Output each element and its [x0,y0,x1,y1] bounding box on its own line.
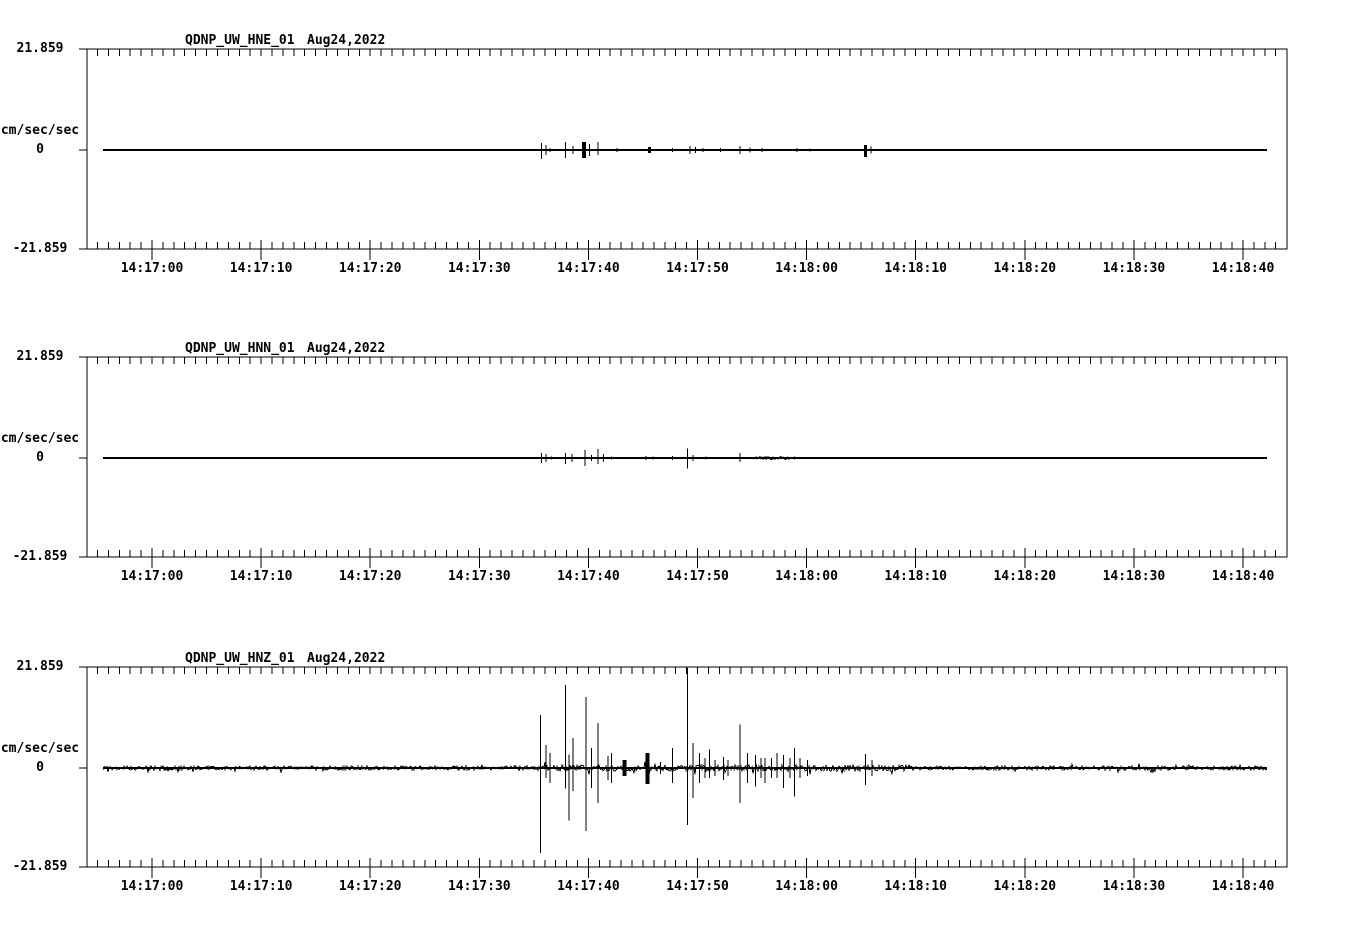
x-tick-label: 14:17:00 [120,879,184,894]
y-min-label: -21.859 [12,241,68,256]
x-tick-label: 14:18:40 [1211,569,1275,584]
x-tick-label: 14:17:40 [557,879,620,894]
x-tick-label: 14:17:00 [120,569,184,584]
date-label: Aug24,2022 [307,651,386,666]
station-channel-label: QDNP_UW_HNE_01 [185,33,295,48]
x-tick-label: 14:17:30 [447,879,511,894]
x-tick-label: 14:17:20 [338,261,402,276]
station-channel-label: QDNP_UW_HNN_01 [185,341,295,356]
x-tick-label: 14:18:00 [775,569,838,584]
y-max-label: 21.859 [16,349,64,364]
y-zero-label: 0 [36,142,44,157]
x-tick-label: 14:18:00 [775,879,838,894]
panel-hne [0,0,1358,308]
date-label: Aug24,2022 [307,33,386,48]
x-tick-label: 14:18:30 [1102,569,1166,584]
waveform-trace [103,668,1267,853]
x-tick-label: 14:17:30 [447,569,511,584]
x-axis-labels [0,261,1358,279]
y-unit-label: cm/sec/sec [0,741,80,756]
x-tick-label: 14:18:40 [1211,879,1275,894]
x-tick-label: 14:17:10 [229,879,293,894]
axis-ticks [79,49,1276,260]
y-max-label: 21.859 [16,659,64,674]
x-axis-labels [0,879,1358,897]
x-tick-label: 14:17:40 [557,569,620,584]
x-tick-label: 14:18:10 [884,879,947,894]
x-tick-label: 14:18:20 [993,261,1057,276]
x-tick-label: 14:17:30 [447,261,511,276]
x-tick-label: 14:18:10 [884,261,947,276]
panel-hnz [0,618,1358,926]
x-tick-label: 14:17:50 [666,261,729,276]
waveform-trace [103,448,1267,468]
x-tick-label: 14:17:20 [338,879,402,894]
panel-hnn [0,308,1358,616]
x-tick-label: 14:18:30 [1102,261,1166,276]
y-zero-label: 0 [36,450,44,465]
x-tick-label: 14:17:50 [666,879,729,894]
axis-ticks [79,667,1276,878]
x-tick-label: 14:18:40 [1211,261,1275,276]
y-unit-label: cm/sec/sec [0,123,80,138]
axis-ticks [79,357,1276,568]
y-max-label: 21.859 [16,41,64,56]
x-tick-label: 14:17:40 [557,261,620,276]
x-tick-label: 14:18:20 [993,879,1057,894]
date-label: Aug24,2022 [307,341,386,356]
x-tick-label: 14:17:00 [120,261,184,276]
x-tick-label: 14:18:20 [993,569,1057,584]
y-zero-label: 0 [36,760,44,775]
y-min-label: -21.859 [12,859,68,874]
x-tick-label: 14:18:30 [1102,879,1166,894]
x-tick-label: 14:17:20 [338,569,402,584]
x-tick-label: 14:18:10 [884,569,947,584]
x-axis-labels [0,569,1358,587]
waveform-trace [103,142,1267,159]
station-channel-label: QDNP_UW_HNZ_01 [185,651,295,666]
x-tick-label: 14:18:00 [775,261,838,276]
y-min-label: -21.859 [12,549,68,564]
x-tick-label: 14:17:10 [229,569,293,584]
x-tick-label: 14:17:10 [229,261,293,276]
y-unit-label: cm/sec/sec [0,431,80,446]
x-tick-label: 14:17:50 [666,569,729,584]
